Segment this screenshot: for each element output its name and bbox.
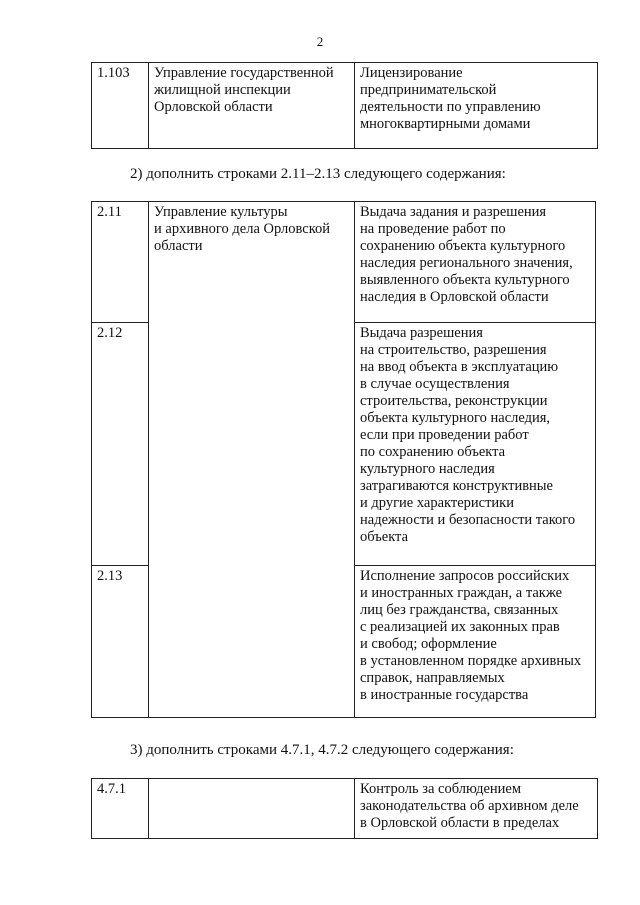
amendment-paragraph-3: 3) дополнить строками 4.7.1, 4.7.2 следующего содержания: (130, 742, 514, 758)
row-number: 2.12 (92, 323, 149, 566)
authority-name (149, 779, 355, 839)
function-description: Выдача разрешения на строительство, разрешения на ввод объекта в эксплуатацию в случае осуществления строительства, реконструкции объекта культурного наследия, если при проведении работ по сохранению объекта культурного наследия затрагиваются конструктивные и другие характеристики надежности и безопасности такого объекта (355, 323, 596, 566)
row-number: 4.7.1 (92, 779, 149, 839)
function-description: Контроль за соблюдением законодательства об архивном деле в Орловской области в пределах (355, 779, 598, 839)
function-description: Выдача задания и разрешения на проведение работ по сохранению объекта культурного наследия регионального значения, выявленного объекта культурного наследия в Орловской области (355, 202, 596, 323)
table-row (92, 63, 598, 149)
table-rows-2-11-2-13 (91, 201, 596, 718)
function-description: Исполнение запросов российских и иностранных граждан, а также лиц без гражданства, связанных с реализацией их законных прав и свобод; оформление в установленном порядке архивных справок, направляемых в иностранные государства (355, 566, 596, 718)
row-number: 2.13 (92, 566, 149, 718)
authority-name: Управление государственной жилищной инспекции Орловской области (149, 63, 355, 149)
row-number: 1.103 (92, 63, 149, 149)
page-number: 2 (316, 34, 324, 49)
table-row (92, 202, 596, 323)
table-row-1-103 (91, 62, 598, 149)
row-number: 2.11 (92, 202, 149, 323)
authority-name: Управление культуры и архивного дела Орловской области (149, 202, 355, 718)
amendment-paragraph-2: 2) дополнить строками 2.11–2.13 следующего содержания: (130, 166, 506, 182)
table-row (92, 779, 598, 839)
function-description: Лицензирование предпринимательской деятельности по управлению многоквартирными домами (355, 63, 598, 149)
table-row-4-7-1 (91, 778, 598, 839)
